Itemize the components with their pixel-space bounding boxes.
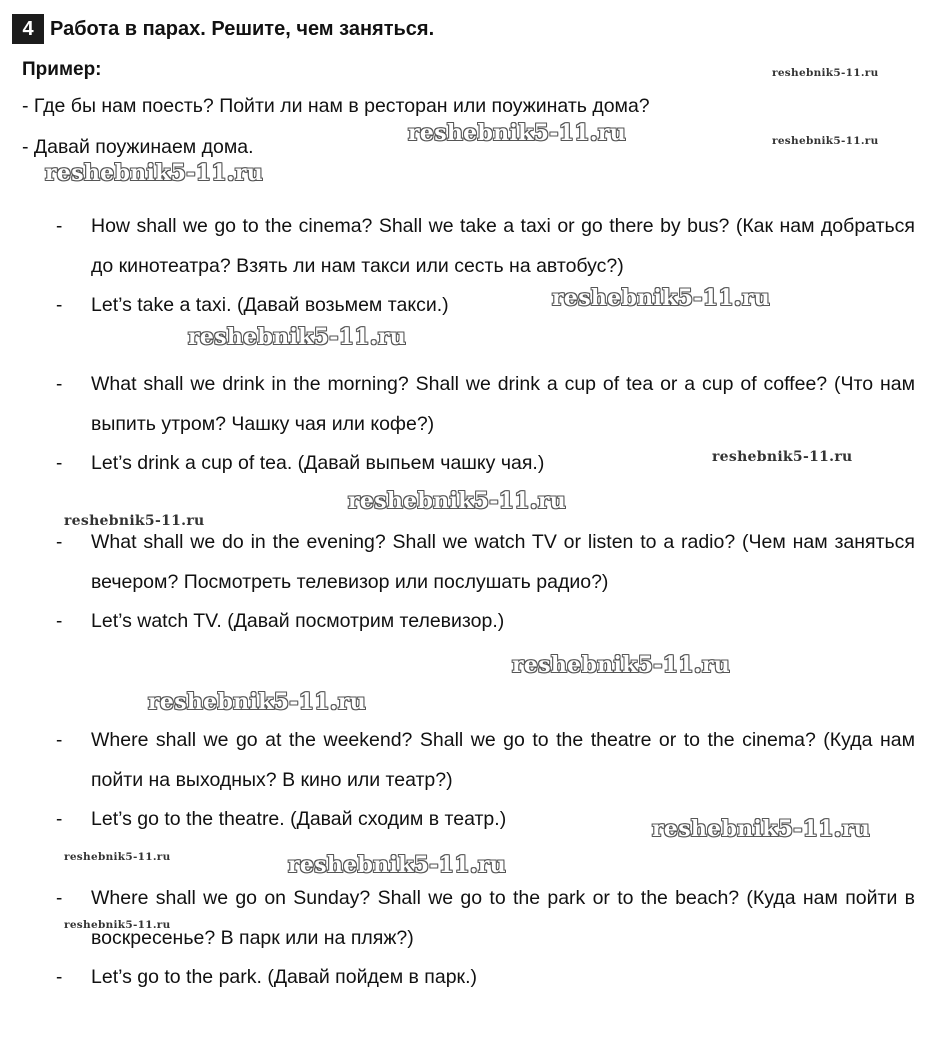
watermark: reshebnik5-11.ru xyxy=(64,513,205,529)
list-dash: - xyxy=(56,453,63,474)
watermark: reshebnik5-11.ru xyxy=(652,816,871,842)
example-answer: - Давай поужинаем дома. xyxy=(22,136,254,158)
watermark: reshebnik5-11.ru xyxy=(512,652,731,678)
task-number-badge: 4 xyxy=(12,14,44,44)
list-item-answer: Let’s drink a cup of tea. (Давай выпьем чашку чая.) xyxy=(91,452,545,474)
watermark: reshebnik5-11.ru xyxy=(148,689,367,715)
task-title: Работа в парах. Решите, чем заняться. xyxy=(50,18,435,40)
list-dash: - xyxy=(56,730,63,751)
watermark: reshebnik5-11.ru xyxy=(408,120,627,146)
list-item-answer: Let’s go to the theatre. (Давай сходим в театр.) xyxy=(91,808,507,830)
list-dash: - xyxy=(56,967,63,988)
watermark: reshebnik5-11.ru xyxy=(772,67,879,79)
example-question: - Где бы нам поесть? Пойти ли нам в ресторан или поужинать дома? xyxy=(22,95,650,117)
example-label: Пример: xyxy=(22,59,102,80)
list-dash: - xyxy=(56,611,63,632)
list-item-answer: Let’s watch TV. (Давай посмотрим телевизор.) xyxy=(91,610,505,632)
watermark: reshebnik5-11.ru xyxy=(772,135,879,147)
watermark: reshebnik5-11.ru xyxy=(45,160,264,186)
list-dash: - xyxy=(56,295,63,316)
watermark: reshebnik5-11.ru xyxy=(348,488,567,514)
list-dash: - xyxy=(56,809,63,830)
list-dash: - xyxy=(56,374,63,395)
list-item-question: How shall we go to the cinema? Shall we take a taxi or go there by bus? (Как нам добраться до кинотеатра? Взять ли нам такси или сесть на автобус?) xyxy=(91,215,915,277)
list-item-answer: Let’s go to the park. (Давай пойдем в парк.) xyxy=(91,966,477,988)
list-item-answer: Let’s take a taxi. (Давай возьмем такси.) xyxy=(91,294,449,316)
list-dash: - xyxy=(56,888,63,909)
list-dash: - xyxy=(56,216,63,237)
list-item-question: Where shall we go on Sunday? Shall we go to the park or to the beach? (Куда нам пойти в воскресенье? В парк или на пляж?) xyxy=(91,887,915,949)
watermark: reshebnik5-11.ru xyxy=(64,851,171,863)
watermark: reshebnik5-11.ru xyxy=(552,285,771,311)
list-dash: - xyxy=(56,532,63,553)
watermark: reshebnik5-11.ru xyxy=(712,449,853,465)
list-item-question: What shall we do in the evening? Shall we watch TV or listen to a radio? (Чем нам заняться вечером? Посмотреть телевизор или послушать радио?) xyxy=(91,531,915,593)
list-item-question: Where shall we go at the weekend? Shall we go to the theatre or to the cinema? (Куда нам пойти на выходных? В кино или театр?) xyxy=(91,729,915,791)
watermark: reshebnik5-11.ru xyxy=(64,919,171,931)
watermark: reshebnik5-11.ru xyxy=(288,852,507,878)
watermark: reshebnik5-11.ru xyxy=(188,324,407,350)
list-item-question: What shall we drink in the morning? Shall we drink a cup of tea or a cup of coffee? (Что нам выпить утром? Чашку чая или кофе?) xyxy=(91,373,915,435)
